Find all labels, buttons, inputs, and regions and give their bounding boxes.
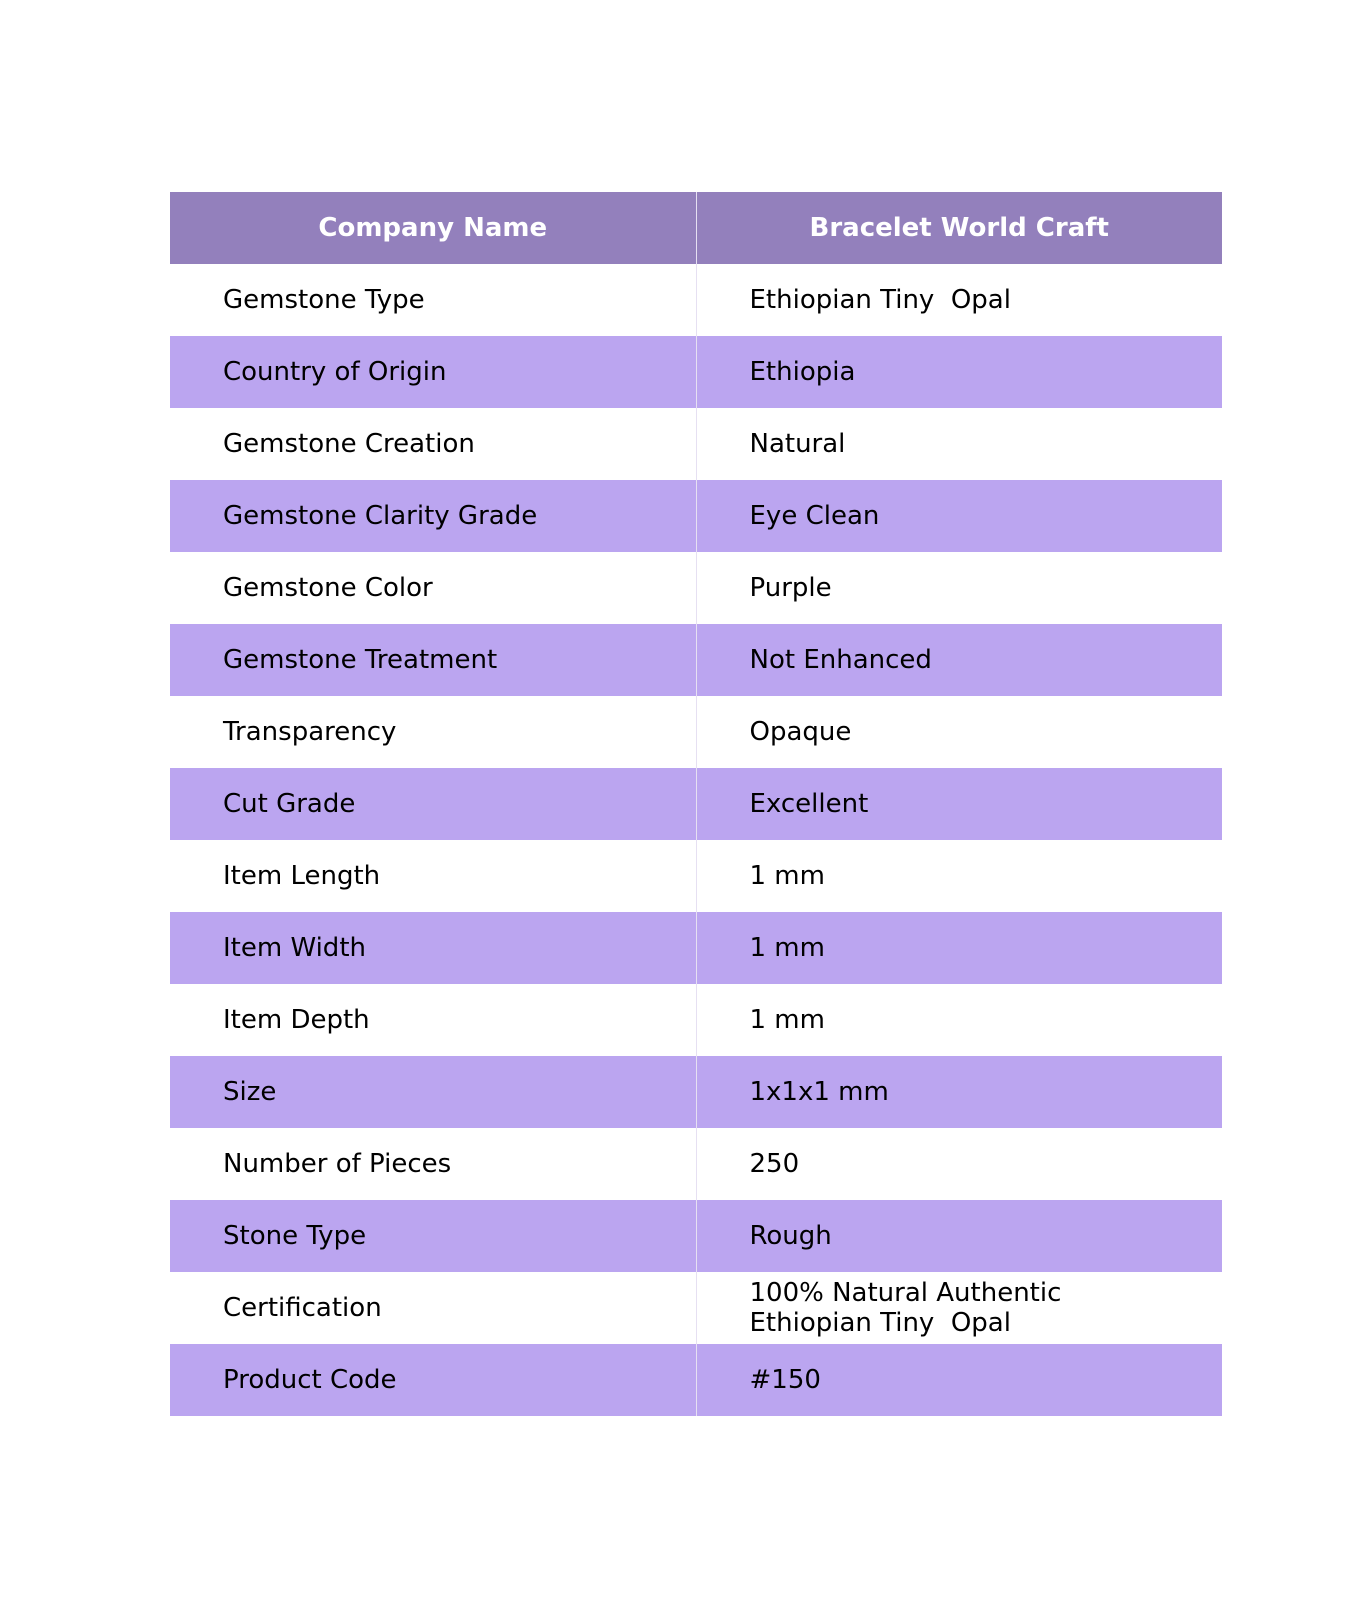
row-value: Opaque <box>696 696 1222 768</box>
row-label: Size <box>170 1056 696 1128</box>
table-row <box>170 1344 1222 1416</box>
row-value: Eye Clean <box>696 480 1222 552</box>
table-row <box>170 336 1222 408</box>
row-label: Gemstone Clarity Grade <box>170 480 696 552</box>
row-label: Certification <box>170 1272 696 1344</box>
row-label: Number of Pieces <box>170 1128 696 1200</box>
row-label: Gemstone Color <box>170 552 696 624</box>
row-value: Excellent <box>696 768 1222 840</box>
row-label: Country of Origin <box>170 336 696 408</box>
row-value: Natural <box>696 408 1222 480</box>
table-row <box>170 696 1222 768</box>
row-value: Rough <box>696 1200 1222 1272</box>
table-row <box>170 1200 1222 1272</box>
row-label: Stone Type <box>170 1200 696 1272</box>
row-value: 250 <box>696 1128 1222 1200</box>
table-row <box>170 912 1222 984</box>
row-value: 1 mm <box>696 984 1222 1056</box>
table-row <box>170 1056 1222 1128</box>
table-row <box>170 840 1222 912</box>
row-value: Ethiopia <box>696 336 1222 408</box>
table-row <box>170 1272 1222 1344</box>
row-value: Not Enhanced <box>696 624 1222 696</box>
table-row <box>170 624 1222 696</box>
row-label: Item Length <box>170 840 696 912</box>
table-row <box>170 408 1222 480</box>
row-label: Gemstone Creation <box>170 408 696 480</box>
row-label: Item Depth <box>170 984 696 1056</box>
row-label: Gemstone Treatment <box>170 624 696 696</box>
row-value: 1 mm <box>696 912 1222 984</box>
row-value: 1x1x1 mm <box>696 1056 1222 1128</box>
row-label: Gemstone Type <box>170 264 696 336</box>
row-label: Item Width <box>170 912 696 984</box>
row-value: Purple <box>696 552 1222 624</box>
row-value: Ethiopian Tiny Opal <box>696 264 1222 336</box>
header-value-cell: Bracelet World Craft <box>696 192 1222 264</box>
row-label: Product Code <box>170 1344 696 1416</box>
table-row <box>170 552 1222 624</box>
row-label: Cut Grade <box>170 768 696 840</box>
table-row <box>170 984 1222 1056</box>
table-row <box>170 1128 1222 1200</box>
row-label: Transparency <box>170 696 696 768</box>
header-label-cell: Company Name <box>170 192 696 264</box>
row-value: 100% Natural Authentic Ethiopian Tiny Opal <box>696 1272 1222 1344</box>
table-row <box>170 480 1222 552</box>
row-value: #150 <box>696 1344 1222 1416</box>
table-row <box>170 264 1222 336</box>
table-row <box>170 768 1222 840</box>
table-header-row <box>170 192 1222 264</box>
row-value: 1 mm <box>696 840 1222 912</box>
product-spec-table <box>170 192 1222 1416</box>
